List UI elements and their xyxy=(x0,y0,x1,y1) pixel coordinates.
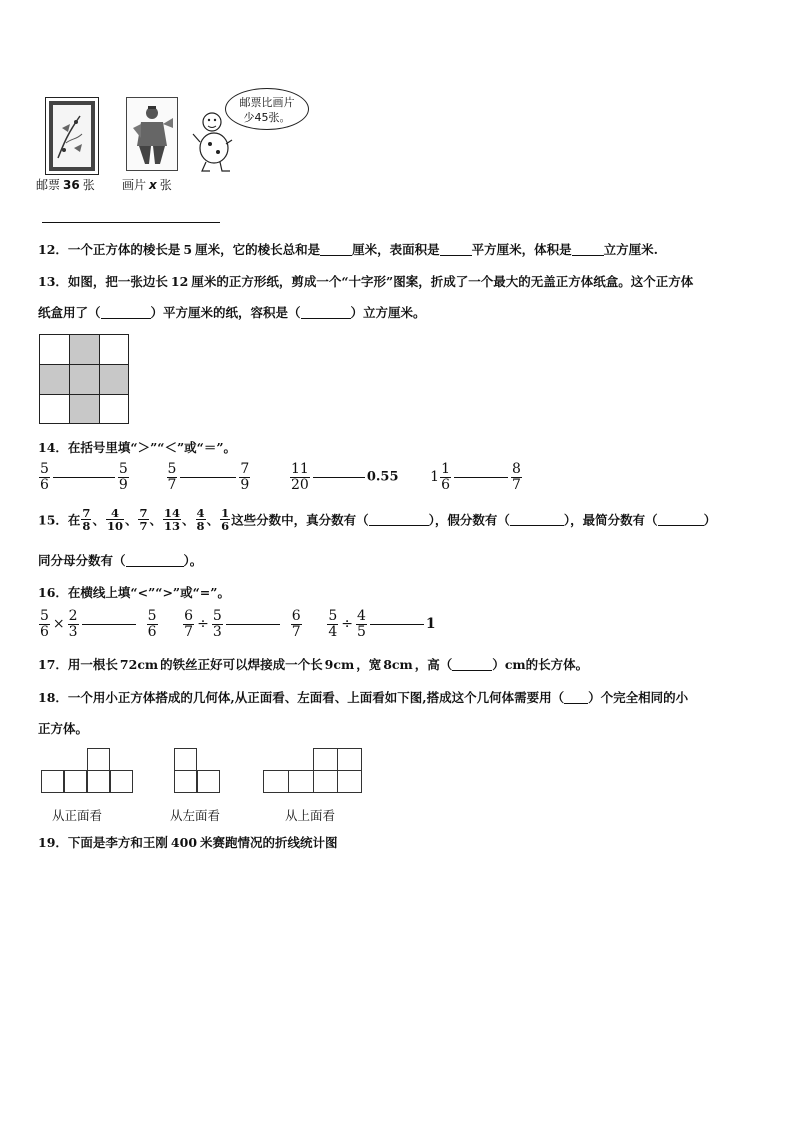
view-cell xyxy=(174,770,197,793)
denominator: 10 xyxy=(106,519,123,534)
question-text: ） xyxy=(492,657,505,672)
separator: 、 xyxy=(92,512,105,528)
denominator: 20 xyxy=(291,476,309,493)
view-cell xyxy=(263,770,289,793)
question-18 xyxy=(38,688,688,706)
answer-blank[interactable] xyxy=(440,243,472,256)
compare-blank[interactable] xyxy=(454,477,508,478)
question-text: ，宽 xyxy=(356,657,382,672)
answer-blank[interactable] xyxy=(658,513,704,526)
numerator: 4 xyxy=(356,608,366,624)
question-17 xyxy=(38,655,588,673)
question-19 xyxy=(38,833,338,851)
fraction xyxy=(290,462,310,492)
question-13-line-2 xyxy=(38,303,426,321)
grid-cell-shaded xyxy=(39,364,70,395)
fraction xyxy=(327,609,338,639)
grid-cell xyxy=(39,334,70,365)
question-text: ）平方厘米的纸，容积是（ xyxy=(150,305,301,320)
numerator: 7 xyxy=(240,461,250,477)
answer-blank[interactable] xyxy=(369,513,429,526)
question-text: 厘米，表面积是 xyxy=(352,242,440,257)
question-14 xyxy=(38,438,236,456)
question-number: 12． xyxy=(38,242,68,257)
question-number: 18． xyxy=(38,690,68,705)
stamp-caption-label: 邮票 xyxy=(36,178,61,192)
fraction xyxy=(118,462,129,492)
question-text: 厘米，它的棱长总和是 xyxy=(195,242,321,257)
question-text: ），最简分数有（ xyxy=(563,512,658,528)
grid-cell xyxy=(99,394,129,424)
question-text: 立方厘米. xyxy=(603,242,659,257)
question-text: 一个用小正方体搭成的几何体,从正面看、左面看、上面看如下图,搭成这个几何体需要用（ xyxy=(67,690,565,705)
question-text: ）个完全相同的小 xyxy=(588,690,689,705)
denominator: 3 xyxy=(68,623,78,640)
fraction xyxy=(239,462,250,492)
view-cell xyxy=(197,770,220,793)
numerator: 5 xyxy=(212,608,222,624)
numerator: 14 xyxy=(164,506,181,520)
front-view-label: 从正面看 xyxy=(52,808,103,823)
stamp-caption-number: 36 xyxy=(63,178,80,192)
grid-cell xyxy=(99,334,129,365)
numerator: 6 xyxy=(291,608,301,624)
denominator: 6 xyxy=(40,623,49,640)
denominator: 6 xyxy=(147,623,157,640)
question-18-line-2 xyxy=(38,719,88,737)
question-13 xyxy=(38,272,693,290)
operator: × xyxy=(52,616,65,633)
speech-bubble-line-2: 少45张。 xyxy=(243,111,291,124)
question-number: 17． xyxy=(38,657,68,672)
answer-blank[interactable] xyxy=(572,243,604,256)
view-cell xyxy=(313,770,338,793)
question-number: 19． xyxy=(38,835,68,850)
view-cell xyxy=(64,770,87,793)
question-text: ）立方厘米。 xyxy=(350,305,426,320)
view-cell xyxy=(288,770,314,793)
view-cell xyxy=(41,770,64,793)
answer-line[interactable] xyxy=(42,222,220,223)
question-text: 这些分数中，真分数有（ xyxy=(231,512,369,528)
view-cell xyxy=(337,770,362,793)
question-16-items xyxy=(38,609,436,639)
denominator: 9 xyxy=(240,476,250,493)
operator: ÷ xyxy=(197,616,209,633)
question-text: ），假分数有（ xyxy=(428,512,510,528)
compare-blank[interactable] xyxy=(82,624,136,625)
question-text: ） xyxy=(703,512,717,528)
separator: 、 xyxy=(124,512,138,528)
speech-bubble-line-1: 邮票比画片 xyxy=(239,96,295,109)
fraction xyxy=(212,609,223,639)
mixed-integer: 1 xyxy=(430,469,440,486)
question-14-items xyxy=(38,462,523,492)
denominator: 7 xyxy=(184,623,194,640)
left-view-label: 从左面看 xyxy=(170,808,221,823)
question-text: 用一根长 xyxy=(67,657,118,672)
denominator: 5 xyxy=(356,623,366,640)
fraction xyxy=(183,609,194,639)
picture-card-image xyxy=(126,97,178,171)
fraction xyxy=(147,609,158,639)
question-number: 15． xyxy=(38,512,68,528)
fraction xyxy=(440,462,451,492)
denominator: 8 xyxy=(196,519,205,534)
numerator: 5 xyxy=(167,461,177,477)
question-text: 在括号里填“＞”“＜”或“＝”。 xyxy=(67,440,237,455)
fraction xyxy=(196,507,206,532)
fraction xyxy=(167,462,178,492)
numerator: 5 xyxy=(40,608,49,624)
front-view-diagram xyxy=(41,748,133,796)
compare-blank[interactable] xyxy=(53,477,115,478)
question-15 xyxy=(38,507,716,532)
numerator: 5 xyxy=(147,608,157,624)
view-cell xyxy=(337,748,362,771)
question-number: 14． xyxy=(38,440,68,455)
compare-value: 1 xyxy=(425,616,436,633)
numerator: 1 xyxy=(441,461,450,477)
numerator: 4 xyxy=(196,506,205,520)
question-number: 13． xyxy=(38,274,68,289)
stamp-caption-unit: 张 xyxy=(82,178,95,192)
question-text: 同分母分数有（ xyxy=(38,553,126,568)
view-cell xyxy=(313,748,338,771)
fraction xyxy=(39,462,50,492)
answer-blank[interactable] xyxy=(126,554,184,567)
grid-cell-shaded xyxy=(69,364,100,395)
fraction xyxy=(356,609,367,639)
view-cell xyxy=(110,770,133,793)
numerator: 1 xyxy=(221,506,230,520)
question-text: 的长方体。 xyxy=(525,657,589,672)
numerator: 6 xyxy=(184,608,194,624)
answer-blank[interactable] xyxy=(564,691,588,704)
picture-caption-unit: 张 xyxy=(159,178,172,192)
question-value: 9cm xyxy=(324,657,355,672)
question-value: 400 xyxy=(170,835,198,850)
numerator: 4 xyxy=(106,507,124,520)
stamp-caption xyxy=(36,176,95,193)
question-16 xyxy=(38,583,230,601)
numerator: 2 xyxy=(68,608,78,624)
answer-blank[interactable] xyxy=(301,306,351,319)
question-text: 一个正方体的棱长是 xyxy=(67,242,181,257)
fraction xyxy=(291,609,302,639)
grid-cell xyxy=(39,394,70,424)
operator: ÷ xyxy=(341,616,353,633)
decimal-value: 0.55 xyxy=(366,469,399,485)
speech-bubble xyxy=(225,88,309,130)
denominator: 6 xyxy=(221,519,230,534)
question-text: ）。 xyxy=(183,553,203,568)
question-value: 8cm xyxy=(383,657,413,672)
question-text: ，高（ xyxy=(414,657,453,672)
numerator: 7 xyxy=(82,506,91,520)
numerator: 8 xyxy=(512,461,521,477)
question-12 xyxy=(38,240,658,258)
denominator: 7 xyxy=(167,476,177,493)
denominator: 7 xyxy=(512,476,521,493)
top-view-label: 从上面看 xyxy=(285,808,336,823)
denominator: 13 xyxy=(164,519,181,534)
fraction xyxy=(511,462,522,492)
fraction xyxy=(138,507,148,532)
question-text: 米赛跑情况的折线统计图 xyxy=(200,835,338,850)
denominator: 4 xyxy=(328,623,338,640)
compare-blank[interactable] xyxy=(370,624,424,625)
fraction xyxy=(220,507,230,532)
numerator: 5 xyxy=(40,461,49,477)
view-cell xyxy=(174,748,197,771)
compare-blank[interactable] xyxy=(313,477,365,478)
compare-blank[interactable] xyxy=(226,624,280,625)
view-cell xyxy=(87,770,110,793)
question-text: 纸盒用了（ xyxy=(38,305,101,320)
question-text: 下面是李方和王刚 xyxy=(67,835,168,850)
question-number: 16． xyxy=(38,585,68,600)
fraction xyxy=(163,507,181,532)
compare-blank[interactable] xyxy=(180,477,236,478)
answer-blank[interactable] xyxy=(452,658,492,671)
cross-net-diagram xyxy=(39,334,129,424)
denominator: 7 xyxy=(139,519,148,534)
numerator: 5 xyxy=(328,608,338,624)
denominator: 6 xyxy=(40,476,49,493)
view-cell xyxy=(87,748,110,771)
question-text: 正方体。 xyxy=(38,721,89,736)
fraction xyxy=(81,507,91,532)
question-text: 在横线上填“<”“>”或“=”。 xyxy=(67,585,230,600)
numerator: 7 xyxy=(139,506,148,520)
question-value: 72cm xyxy=(119,657,159,672)
question-15-line-2 xyxy=(38,551,202,569)
denominator: 8 xyxy=(82,519,91,534)
grid-cell-shaded xyxy=(69,334,100,365)
question-text: 在 xyxy=(67,512,81,528)
separator: 、 xyxy=(206,512,220,528)
left-view-diagram xyxy=(174,748,226,796)
picture-caption-variable: x xyxy=(149,178,157,192)
question-text: 的铁丝正好可以焊接成一个长 xyxy=(160,657,323,672)
denominator: 3 xyxy=(212,623,222,640)
question-text: 平方厘米，体积是 xyxy=(471,242,572,257)
denominator: 9 xyxy=(118,476,128,493)
separator: 、 xyxy=(182,512,195,528)
grid-cell-shaded xyxy=(69,394,100,424)
fraction xyxy=(39,609,50,639)
stamp-image xyxy=(45,97,99,175)
question-value: 12 xyxy=(170,274,189,289)
answer-blank[interactable] xyxy=(101,306,151,319)
question-value: 5 xyxy=(183,242,193,257)
separator: 、 xyxy=(149,512,163,528)
answer-blank[interactable] xyxy=(320,243,352,256)
picture-caption-label: 画片 xyxy=(122,178,147,192)
denominator: 7 xyxy=(291,623,301,640)
picture-caption xyxy=(122,176,172,193)
fraction xyxy=(68,609,79,639)
top-view-diagram xyxy=(263,748,361,796)
numerator: 5 xyxy=(118,461,128,477)
question-text: 如图，把一张边长 xyxy=(67,274,168,289)
fraction xyxy=(106,507,124,532)
grid-cell-shaded xyxy=(99,364,129,395)
answer-blank[interactable] xyxy=(510,513,564,526)
denominator: 6 xyxy=(441,476,450,493)
question-text: 厘米的正方形纸，剪成一个“十字形”图案，折成了一个最大的无盖正方体纸盒。这个正方体 xyxy=(191,274,694,289)
question-value: cm xyxy=(504,657,526,672)
numerator: 11 xyxy=(291,461,309,477)
